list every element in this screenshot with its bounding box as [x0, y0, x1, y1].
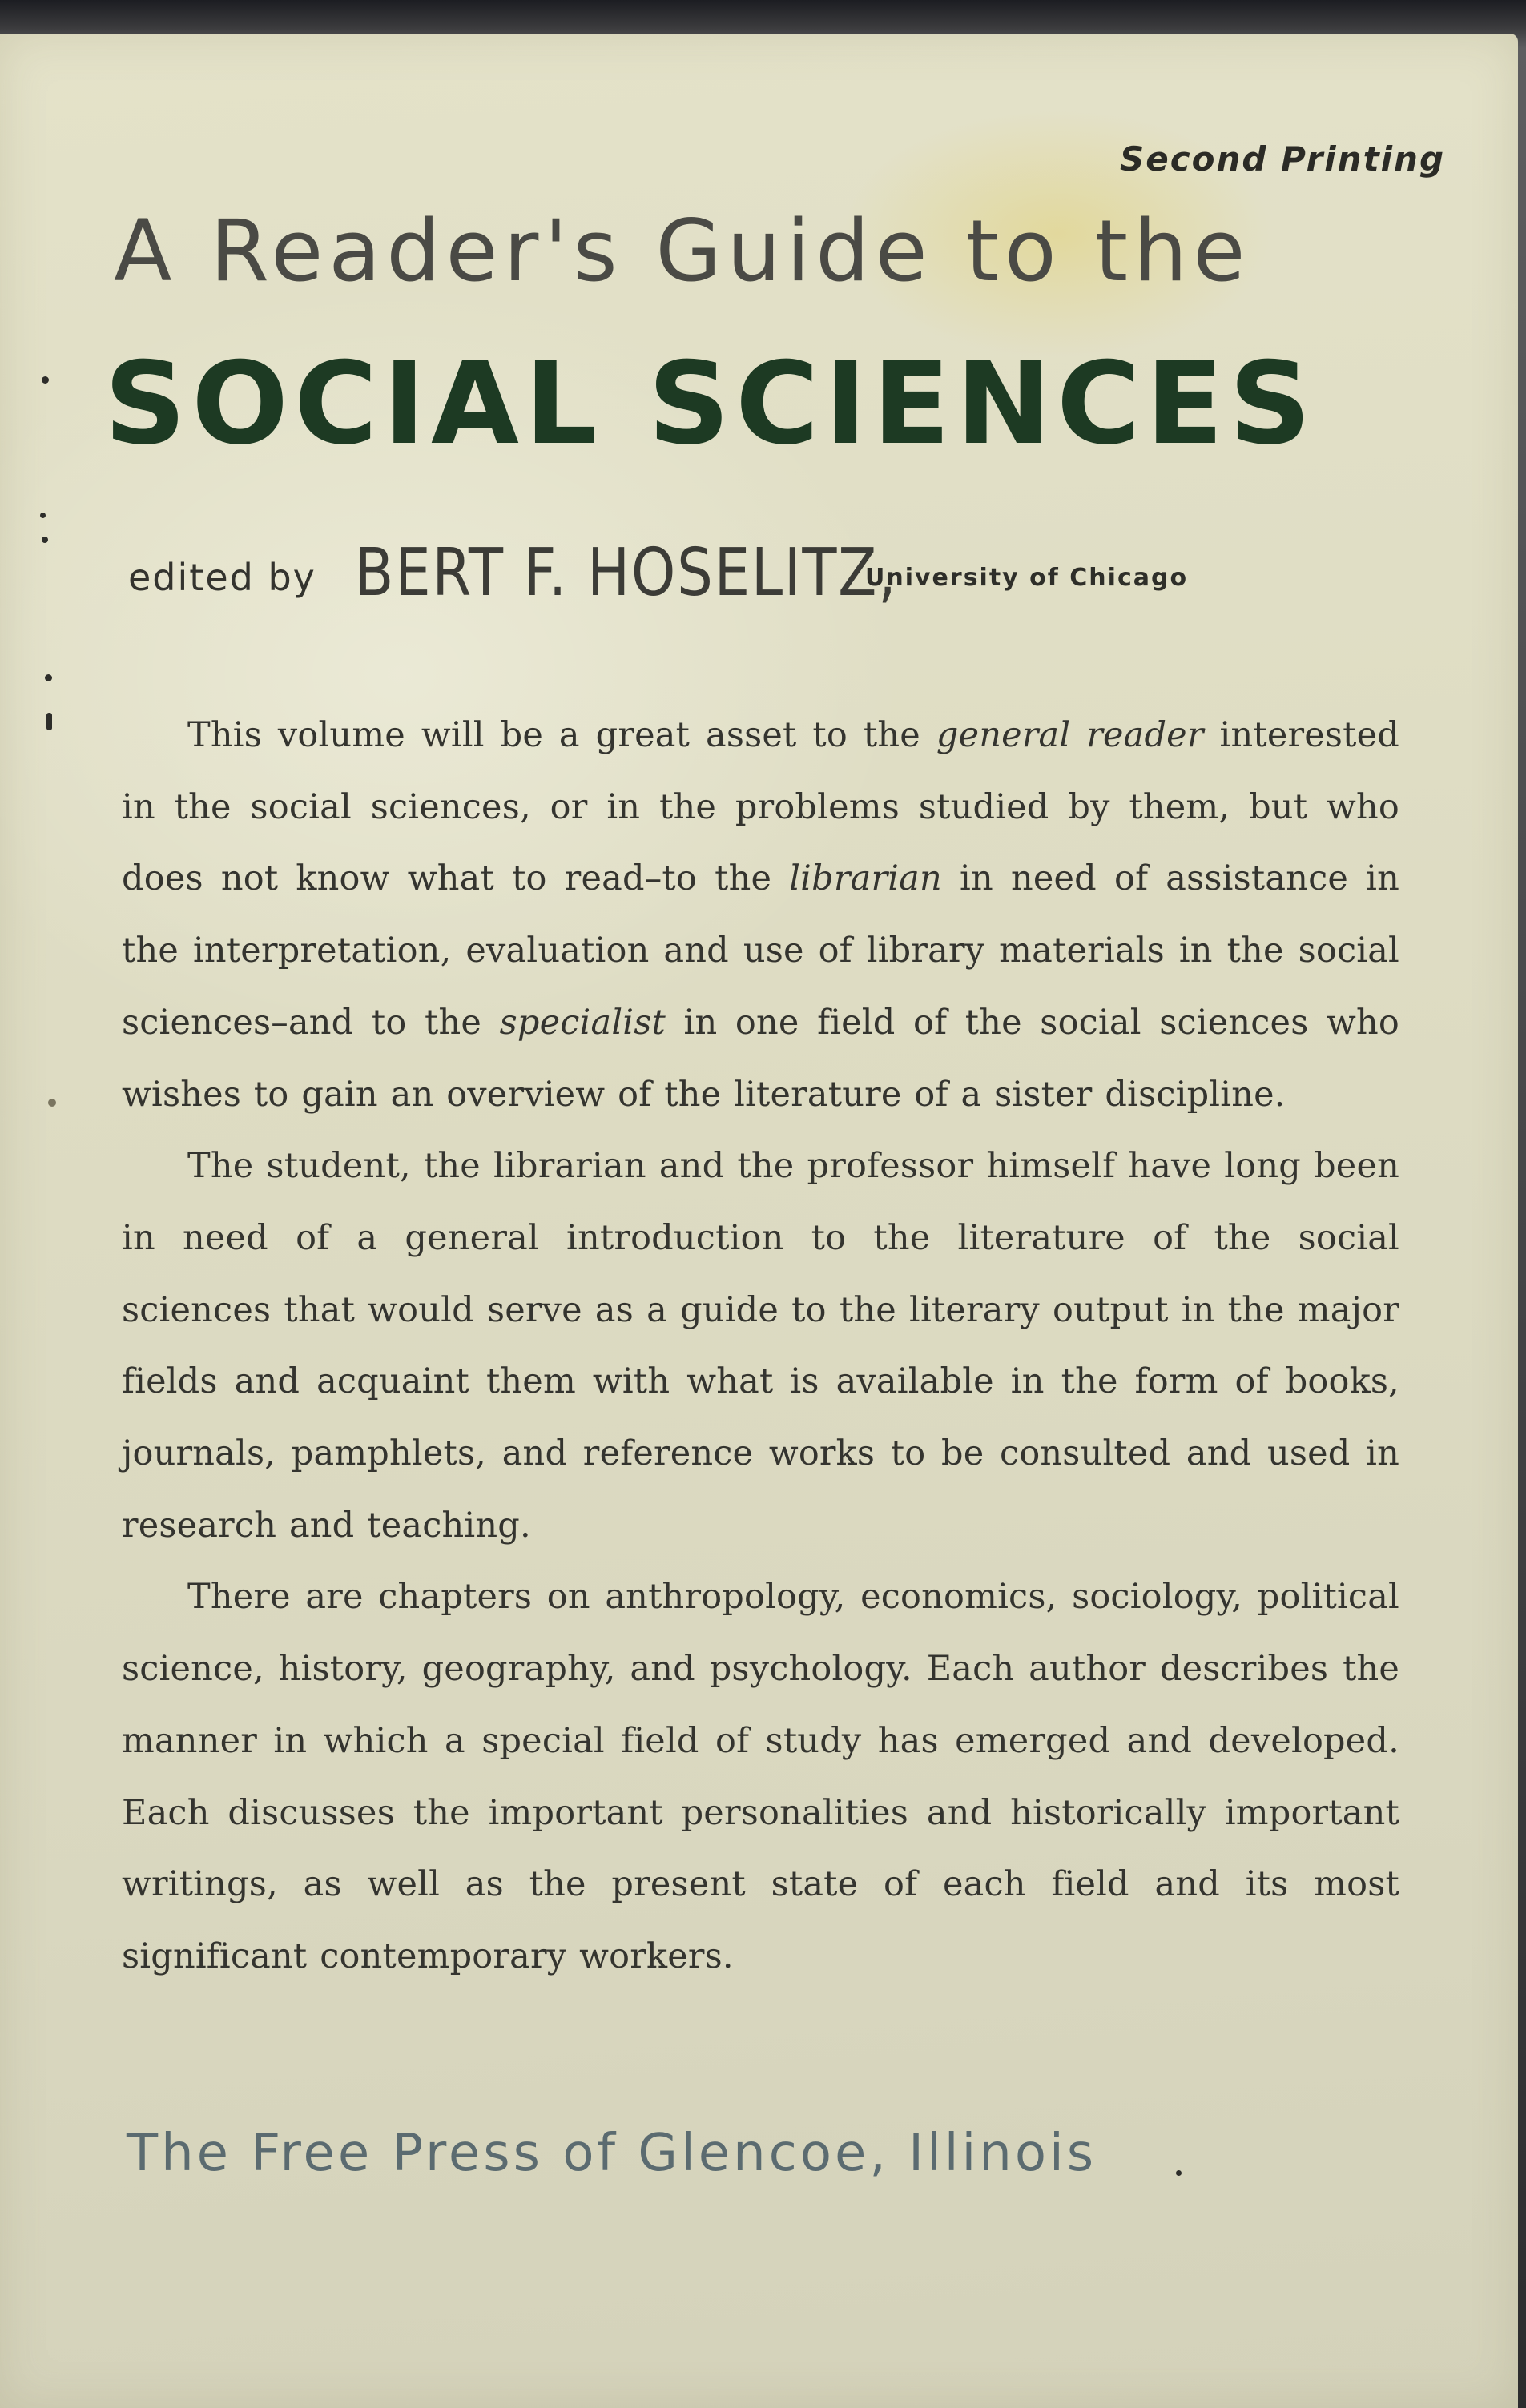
editor-affiliation: University of Chicago: [865, 564, 1189, 592]
blurb-text: [122, 700, 1399, 1993]
blurb-p1-text-2: interested in the social sciences, or in the problems studied by them, but who does not know what to read–to the: [122, 715, 1399, 899]
editor-name: BERT F. HOSELITZ,: [355, 535, 898, 611]
edge-speck: [1176, 2170, 1182, 2176]
title-line-1: A Reader's Guide to the: [114, 202, 1251, 300]
edge-speck: [40, 513, 46, 518]
edge-speck: [42, 376, 49, 384]
blurb-paragraph-2: The student, the librarian and the professor himself have long been in need of a general introduction to the literature of the social sciences that would serve as a guide to the literary output in the major fields and acquaint them with what is available in the form of books, journals, pamphlets, and reference works to be consulted and used in research and teaching.: [122, 1146, 1399, 1546]
edge-speck: [48, 1099, 56, 1107]
edge-speck: [45, 674, 52, 681]
blurb-p1-text-1: This volume will be a great asset to the: [187, 715, 936, 755]
blurb-p1-emphasis-general-reader: general reader: [936, 715, 1204, 755]
back-cover: [0, 34, 1518, 2408]
edited-by-label: edited by: [128, 556, 316, 599]
publisher-imprint: The Free Press of Glencoe, Illinois: [127, 2124, 1097, 2183]
title-line-2: SOCIAL SCIENCES: [104, 338, 1317, 470]
blurb-p1-emphasis-librarian: librarian: [789, 858, 942, 899]
blurb-p1-text-3: in need of assistance in the interpretation, evaluation and use of library materials in the social sciences–and to the: [122, 858, 1399, 1043]
blurb-paragraph-3: There are chapters on anthropology, economics, sociology, political science, history, geography, and psychology. Each author describes the manner in which a special field of study has emerged and developed. Each discusses the important personalities and historically important writings, as well as the present state of each field and its most significant contemporary workers.: [122, 1577, 1399, 1976]
blurb-paragraph-1: [122, 700, 1399, 1131]
blurb-p1-text-4: in one field of the social sciences who wishes to gain an overview of the literature of a sister discipline.: [122, 1002, 1399, 1115]
edge-speck: [42, 537, 48, 543]
edge-speck: [46, 713, 52, 730]
blurb-p1-emphasis-specialist: specialist: [499, 1002, 666, 1043]
printing-label: Second Printing: [1120, 139, 1446, 179]
